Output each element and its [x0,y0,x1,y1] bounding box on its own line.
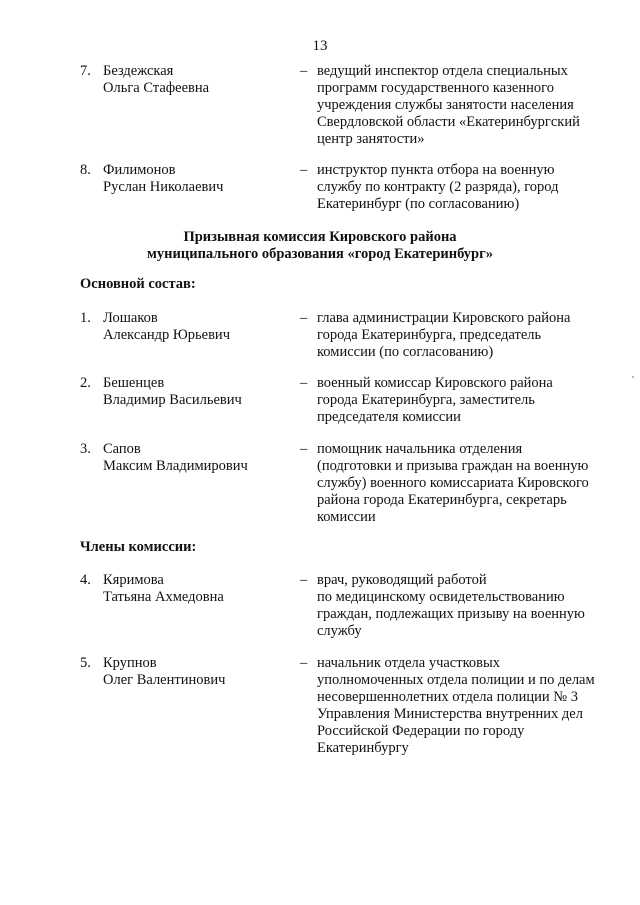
item-number: 8. [80,162,91,178]
position-description [317,162,617,213]
main-section-label: Основной состав: [80,276,196,292]
item-number: 5. [80,655,91,671]
surname: Бешенцев [103,375,165,391]
dash: – [300,572,308,588]
person-name [103,162,293,196]
role-line: комиссии (по согласованию) [317,344,494,360]
person-name [103,655,293,689]
role-line: города Екатеринбурга, председатель [317,327,542,343]
position-description [317,310,617,361]
role-line: службу [317,623,362,639]
role-line: района города Екатеринбурга, секретарь [317,492,567,508]
item-number: 2. [80,375,91,391]
dash: – [300,441,308,457]
role-line: уполномоченных отдела полиции и по делам [317,672,595,688]
page-number: 13 [312,38,328,54]
given-names: Владимир Васильевич [103,392,242,408]
position-description [317,441,617,526]
role-line: центр занятости» [317,131,425,147]
person-name [103,572,293,606]
role-line: Екатеринбург (по согласованию) [317,196,520,212]
position-description [317,655,617,757]
role-line: учреждения службы занятости населения [317,97,574,113]
given-names: Татьяна Ахмедовна [103,589,224,605]
position-description [317,63,617,148]
role-line: по медицинскому освидетельствованию [317,589,565,605]
role-line: председателя комиссии [317,409,461,425]
role-line: Российской Федерации по городу [317,723,525,739]
item-number: 7. [80,63,91,79]
person-name [103,375,293,409]
role-line: города Екатеринбурга, заместитель [317,392,535,408]
given-names: Александр Юрьевич [103,327,230,343]
commission-title [0,229,640,263]
dash: – [300,63,308,79]
role-line: инструктор пункта отбора на военную [317,162,555,178]
surname: Крупнов [103,655,157,671]
given-names: Руслан Николаевич [103,179,224,195]
given-names: Ольга Стафеевна [103,80,210,96]
item-number: 1. [80,310,91,326]
role-line: ведущий инспектор отдела специальных [317,63,568,79]
dash: – [300,655,308,671]
surname: Филимонов [103,162,176,178]
scan-speck [632,376,634,378]
surname: Бездежская [103,63,174,79]
dash: – [300,375,308,391]
person-name [103,63,293,97]
surname: Сапов [103,441,141,457]
dash: – [300,162,308,178]
role-line: Екатеринбургу [317,740,409,756]
surname: Лошаков [103,310,158,326]
role-line: Свердловской области «Екатеринбургский [317,114,580,130]
role-line: врач, руководящий работой [317,572,487,588]
role-line: службу) военного комиссариата Кировского [317,475,589,491]
commission-title-line: муниципального образования «город Екатеринбург» [147,246,493,262]
person-name [103,441,293,475]
given-names: Максим Владимирович [103,458,248,474]
dash: – [300,310,308,326]
given-names: Олег Валентинович [103,672,226,688]
role-line: (подготовки и призыва граждан на военную [317,458,589,474]
role-line: помощник начальника отделения [317,441,523,457]
item-number: 3. [80,441,91,457]
role-line: комиссии [317,509,376,525]
person-name [103,310,293,344]
item-number: 4. [80,572,91,588]
role-line: Управления Министерства внутренних дел [317,706,583,722]
surname: Кяримова [103,572,164,588]
role-line: службу по контракту (2 разряда), город [317,179,559,195]
commission-title-line: Призывная комиссия Кировского района [183,229,457,245]
position-description [317,572,617,640]
role-line: глава администрации Кировского района [317,310,571,326]
role-line: военный комиссар Кировского района [317,375,553,391]
position-description [317,375,617,426]
role-line: несовершеннолетних отдела полиции № 3 [317,689,579,705]
role-line: граждан, подлежащих призыву на военную [317,606,585,622]
role-line: программ государственного казенного [317,80,554,96]
members-section-label: Члены комиссии: [80,539,197,555]
role-line: начальник отдела участковых [317,655,500,671]
